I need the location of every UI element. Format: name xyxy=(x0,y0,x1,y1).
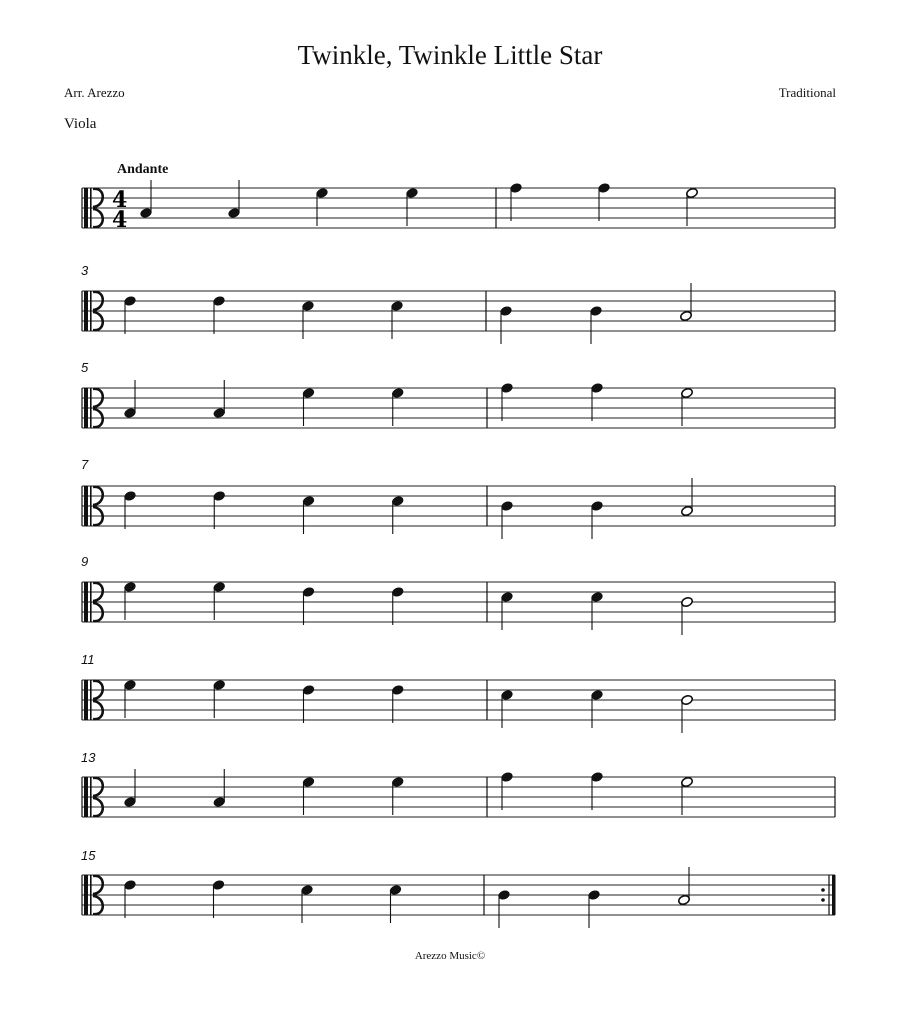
repeat-dot xyxy=(821,898,825,902)
alto-clef xyxy=(84,582,88,622)
alto-clef xyxy=(90,582,92,622)
alto-clef xyxy=(84,486,88,526)
alto-clef xyxy=(84,188,88,228)
measure-number: 15 xyxy=(81,848,96,863)
alto-clef xyxy=(90,291,92,331)
measure-number: 13 xyxy=(81,750,96,765)
alto-clef xyxy=(90,486,92,526)
alto-clef xyxy=(84,875,88,915)
measure-number: 5 xyxy=(81,360,89,375)
arranger-credit: Arr. Arezzo xyxy=(64,85,125,100)
alto-clef xyxy=(84,291,88,331)
measure-number: 11 xyxy=(81,652,95,667)
alto-clef xyxy=(90,777,92,817)
alto-clef xyxy=(84,388,88,428)
score-title: Twinkle, Twinkle Little Star xyxy=(297,40,603,70)
time-signature-top: 4 xyxy=(112,187,128,213)
measure-number: 3 xyxy=(81,263,89,278)
copyright-footer: Arezzo Music© xyxy=(414,950,486,962)
final-barline xyxy=(832,875,836,915)
alto-clef xyxy=(90,680,92,720)
measure-number: 7 xyxy=(81,457,89,472)
repeat-dot xyxy=(821,888,825,892)
measure-number: 9 xyxy=(81,554,89,569)
alto-clef xyxy=(84,680,88,720)
alto-clef xyxy=(90,188,92,228)
composer-credit: Traditional xyxy=(778,85,836,100)
instrument-name: Viola xyxy=(64,116,97,132)
time-signature-bottom: 4 xyxy=(112,207,128,233)
tempo-marking: Andante xyxy=(117,162,169,177)
alto-clef xyxy=(90,875,92,915)
alto-clef xyxy=(84,777,88,817)
alto-clef xyxy=(90,388,92,428)
